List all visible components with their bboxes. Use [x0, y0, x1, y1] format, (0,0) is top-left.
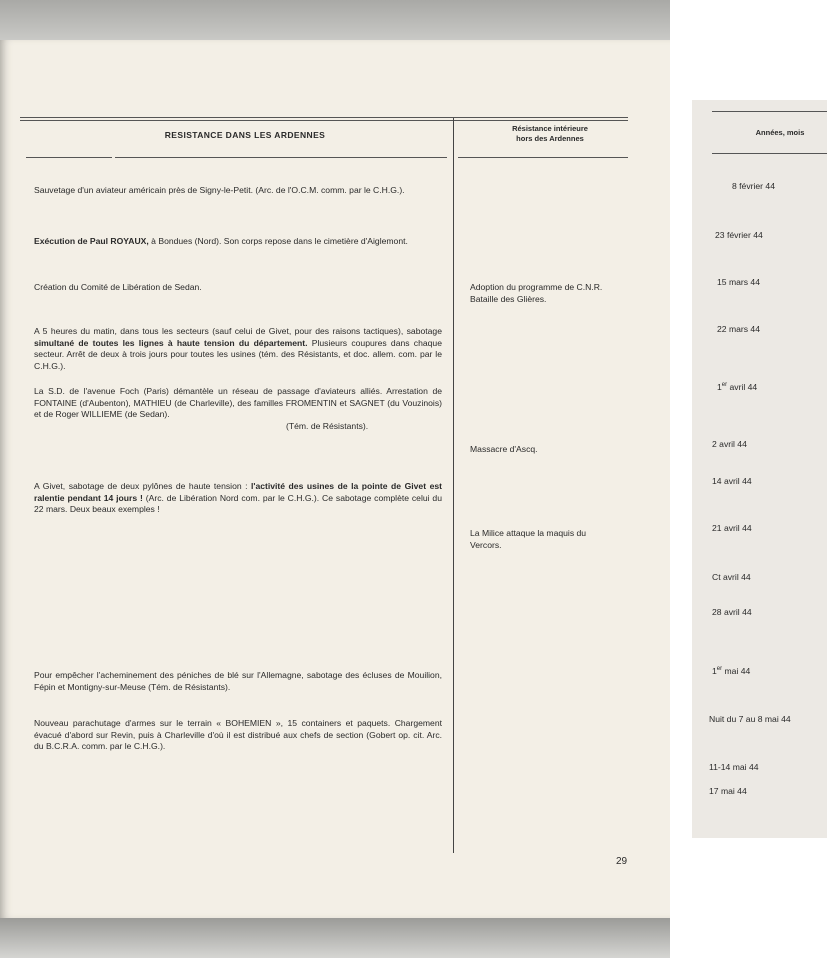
entry-text: à Bondues (Nord). Son corps repose dans le cimetière d'Aiglemont.: [148, 236, 408, 246]
date-part: avril 44: [727, 382, 758, 392]
date-item: 17 mai 44: [709, 786, 747, 796]
page-number: 29: [616, 856, 628, 867]
date-item: Ct avril 44: [712, 572, 751, 582]
middle-entry-cnr: [470, 282, 636, 305]
entry-comite-sedan: Création du Comité de Libération de Sedan.: [34, 282, 202, 292]
date-item: Nuit du 7 au 8 mai 44: [709, 714, 791, 724]
entry-text-2: Plusieurs coupures dans chaque secteur. Arrêt de deux à trois jours pour toutes les usines (tém. des Résistants, et doc. allem. com. par le C.H.G.).: [34, 337, 442, 371]
entry-bold: l'activité des usines de la pointe de Givet est ralentie pendant 14 jours !: [34, 481, 442, 503]
middle-entry-line: Massacre d'Ascq.: [470, 444, 538, 454]
entry-sauvetage: Sauvetage d'un aviateur américain près de Signy-le-Petit. (Arc. de l'O.C.M. comm. par le C.H.G.).: [34, 185, 405, 195]
header-top-rule-2: [20, 120, 628, 121]
entry-text: La S.D. de l'avenue Foch (Paris) démantèle un réseau de passage d'aviateurs alliés. Arrestation de FONTAINE (d'Aubenton), MATHIEU (de Charleville), des familles FROMENTIN et SAGNET (du Vouzinois) et de Roger WILLIEME (de Sedan).: [34, 386, 442, 419]
main-column-header: RESISTANCE DANS LES ARDENNES: [164, 130, 326, 140]
middle-header-bottom-rule: [458, 157, 628, 158]
scan-top-margin: [0, 0, 670, 40]
scan-right-bottom-margin: [692, 838, 827, 958]
entry-text-2: (Arc. de Libération Nord com. par le C.H.G.). Ce sabotage complète celui du 22 mars. Deux beaux exemples !: [34, 492, 442, 514]
entry-bold: Exécution de Paul ROYAUX,: [34, 236, 149, 246]
date-item: [712, 666, 750, 676]
right-header-top-rule: [712, 111, 827, 112]
middle-entry-vercors: [470, 528, 636, 551]
date-sup: er: [721, 382, 728, 389]
date-item: 11-14 mai 44: [709, 762, 759, 772]
entry-sd-avenue-foch: [34, 386, 442, 432]
date-item: 21 avril 44: [712, 523, 752, 533]
header-bottom-rule: [115, 157, 447, 158]
middle-header-line-2: hors des Ardennes: [516, 134, 584, 143]
entry-source: (Tém. de Résistants).: [286, 420, 369, 431]
entry-bold: simultané de toutes les lignes à haute tension du département.: [34, 337, 308, 348]
entry-text: A 5 heures du matin, dans tous les secteurs (sauf celui de Givet, pour des raisons tactiques), sabotage: [34, 326, 442, 336]
date-item: 14 avril 44: [712, 476, 752, 486]
scan-bottom-margin: [0, 918, 670, 958]
middle-entry-line: Vercors.: [470, 539, 502, 550]
date-part: 1: [717, 382, 722, 392]
date-item: 8 février 44: [732, 181, 775, 191]
date-part: mai 44: [722, 666, 751, 676]
middle-entry-ascq: [470, 444, 636, 456]
middle-entry-line: La Milice attaque la maquis du: [470, 528, 587, 538]
date-sup: er: [716, 666, 723, 673]
header-bottom-rule-left: [26, 157, 112, 158]
entry-ecluses: Pour empêcher l'acheminement des péniches de blé sur l'Allemagne, sabotage des écluses de Mouilion, Fépin et Montigny-sur-Meuse (Tém. de Résistants).: [34, 670, 442, 692]
entry-text: A Givet, sabotage de deux pylônes de haute tension :: [34, 481, 252, 491]
middle-entry-line: Adoption du programme de C.N.R.: [470, 282, 603, 292]
middle-entry-line: Bataille des Glières.: [470, 293, 547, 304]
date-item: 22 mars 44: [717, 324, 760, 334]
right-header-bottom-rule: [712, 153, 827, 154]
entry-parachutage: Nouveau parachutage d'armes sur le terrain « BOHEMIEN », 15 containers et paquets. Chargement évacué d'abord sur Revin, puis à Charleville d'où il est distribué aux chefs de section (Gobert op. cit. Arc. du B.C.R.A. comm. par le C.H.G.).: [34, 718, 442, 751]
column-divider: [453, 118, 454, 853]
header-top-rule: [20, 117, 628, 118]
date-column-header: Années, mois: [755, 128, 805, 137]
scan-right-margin: [670, 0, 827, 100]
entry-sabotage-lignes: [34, 326, 442, 372]
date-part: 1: [712, 666, 717, 676]
scan-gap: [670, 100, 692, 958]
middle-header-line-1: Résistance intérieure: [512, 124, 588, 133]
entry-execution-royaux: [34, 236, 442, 248]
date-item: 23 février 44: [715, 230, 763, 240]
book-page: [0, 40, 670, 918]
entry-givet-sabotage: [34, 481, 442, 516]
date-item: [717, 382, 757, 392]
date-item: 2 avril 44: [712, 439, 747, 449]
date-item: 15 mars 44: [717, 277, 760, 287]
facing-page-strip: [692, 100, 827, 838]
date-item: 28 avril 44: [712, 607, 752, 617]
middle-column-header: [470, 124, 630, 144]
